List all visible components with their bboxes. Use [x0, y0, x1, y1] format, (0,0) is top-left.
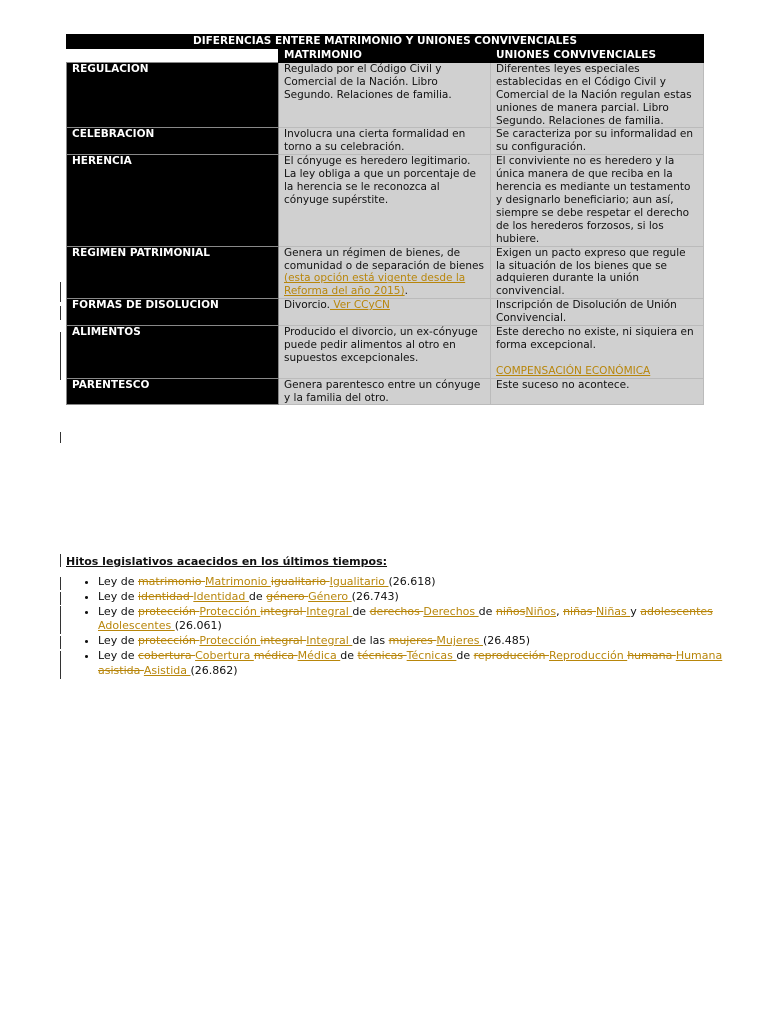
cell-matrimonio — [279, 378, 491, 405]
cell-matrimonio — [279, 326, 491, 379]
text-run: Este suceso no acontece. — [496, 378, 630, 391]
text-run: , — [556, 604, 564, 618]
change-bar — [60, 554, 61, 567]
text-run: Involucra una cierta formalidad en torno a su celebración. — [284, 128, 466, 154]
tracked-deletion: identidad — [137, 589, 194, 603]
text-run: Producido el divorcio, un ex-cónyuge puede pedir alimentos al otro en supuestos excepcionales. — [284, 326, 478, 364]
table-row — [67, 299, 704, 326]
text-run: de — [352, 604, 370, 618]
tracked-deletion: niños — [495, 604, 526, 618]
tracked-insertion[interactable]: Protección — [199, 604, 261, 618]
text-run: y — [630, 604, 641, 618]
tracked-insertion[interactable]: Integral — [306, 634, 353, 648]
tracked-insertion[interactable]: Derechos — [423, 604, 479, 618]
cell-uniones — [491, 299, 704, 326]
text-run: Ley de — [98, 648, 138, 662]
text-run: de — [248, 589, 267, 603]
list-item — [98, 575, 728, 590]
text-run: Ley de — [98, 604, 138, 618]
tracked-insertion[interactable]: Técnicas — [406, 648, 457, 662]
change-bar — [60, 577, 61, 590]
list-item — [98, 634, 728, 649]
text-run: Ley de — [98, 589, 138, 603]
text-run: Exigen un pacto expreso que regule la situación de los bienes que se adquieren durante la unión convivencial. — [496, 246, 686, 298]
header-blank — [67, 49, 279, 63]
tracked-deletion: protección — [137, 604, 200, 618]
text-run: Genera parentesco entre un cónyuge y la familia del otro. — [284, 378, 481, 404]
cell-uniones — [491, 128, 704, 155]
text-run: de las — [352, 634, 389, 648]
tracked-insertion[interactable]: COMPENSACIÓN ECONÓMICA — [496, 364, 651, 377]
tracked-insertion[interactable]: (esta opción está vigente desde la Reforma del año 2015) — [284, 272, 466, 298]
tracked-deletion: niñas — [563, 604, 597, 618]
tracked-insertion[interactable]: Asistida — [143, 663, 191, 677]
list-item — [98, 649, 728, 679]
text-run: de — [340, 648, 358, 662]
row-label: ALIMENTOS — [67, 326, 279, 379]
change-bar — [60, 592, 61, 605]
cell-uniones — [491, 326, 704, 379]
cell-matrimonio — [279, 299, 491, 326]
table-row — [67, 128, 704, 155]
text-run: Genera un régimen de bienes, de comunidad o de separación de bienes — [284, 246, 484, 272]
text-run: . — [404, 285, 408, 298]
tracked-insertion[interactable]: Identidad — [193, 589, 249, 603]
tracked-deletion: reproducción — [473, 648, 549, 662]
row-label: FORMAS DE DISOLUCION — [67, 299, 279, 326]
text-run: Regulado por el Código Civil y Comercial de la Nación. Libro Segundo. Relaciones de familia. — [284, 62, 452, 101]
text-run: de — [478, 604, 496, 618]
text-run: Ley de — [98, 634, 138, 648]
cell-matrimonio — [279, 155, 491, 246]
comparison-table — [66, 34, 704, 405]
tracked-insertion[interactable]: Igualitario — [329, 575, 389, 588]
row-label: REGULACION — [67, 62, 279, 128]
tracked-deletion: médica — [253, 648, 298, 662]
text-run: Inscripción de Disolución de Unión Convivencial. — [496, 299, 677, 325]
tracked-deletion: igualitario — [270, 575, 330, 588]
text-run: El cónyuge es heredero legitimario. La ley obliga a que un porcentaje de la herencia se le reconozca al cónyuge supérstite. — [284, 155, 476, 206]
tracked-insertion[interactable]: Médica — [297, 648, 341, 662]
tracked-deletion: técnicas — [357, 648, 407, 662]
tracked-insertion[interactable]: Adolescentes — [98, 619, 175, 633]
text-run: Se caracteriza por su informalidad en su configuración. — [496, 128, 694, 154]
text-run: El conviviente no es heredero y la única manera de que reciba en la herencia es mediante un testamento y designarlo beneficiario; aun así, siempre se debe respetar el derecho de los herederos forzosos, si los hubiere. — [496, 155, 691, 245]
tracked-insertion[interactable]: Protección — [199, 634, 261, 648]
tracked-insertion[interactable]: Ver CCyCN — [330, 299, 390, 312]
table-title: DIFERENCIAS ENTERE MATRIMONIO Y UNIONES CONVIVENCIALES — [67, 35, 704, 49]
tracked-insertion[interactable]: Género — [308, 589, 352, 603]
cell-uniones — [491, 378, 704, 405]
tracked-deletion: integral — [260, 604, 307, 618]
list-item — [98, 590, 728, 605]
section-heading: Hitos legislativos acaecidos en los últimos tiempos: — [66, 555, 388, 568]
list-item — [98, 605, 728, 635]
table-row — [67, 155, 704, 246]
change-bar — [60, 432, 61, 443]
text-run: (26.862) — [190, 663, 238, 677]
legislation-list — [66, 575, 728, 679]
tracked-insertion[interactable]: Mujeres — [436, 634, 483, 648]
text-run: (26.061) — [174, 619, 222, 633]
row-label: HERENCIA — [67, 155, 279, 246]
cell-matrimonio — [279, 246, 491, 299]
change-bar — [60, 282, 61, 302]
tracked-deletion: humana — [627, 648, 676, 662]
tracked-insertion[interactable]: Humana — [675, 648, 723, 662]
text-run: Divorcio. — [284, 299, 330, 312]
cell-uniones — [491, 246, 704, 299]
tracked-insertion[interactable]: Integral — [306, 604, 353, 618]
cell-uniones — [491, 62, 704, 128]
table-row — [67, 62, 704, 128]
change-bar — [60, 636, 61, 649]
tracked-deletion: género — [266, 589, 309, 603]
table-row — [67, 378, 704, 405]
text-run: (26.618) — [388, 575, 436, 588]
cell-uniones — [491, 155, 704, 246]
tracked-insertion[interactable]: Matrimonio — [205, 575, 271, 588]
table-row — [67, 246, 704, 299]
tracked-deletion: mujeres — [388, 634, 437, 648]
text-run: de — [456, 648, 474, 662]
change-bar — [60, 332, 61, 380]
row-label: CELEBRACION — [67, 128, 279, 155]
row-label: REGIMEN PATRIMONIAL — [67, 246, 279, 299]
text-run: Este derecho no existe, ni siquiera en forma excepcional. — [496, 326, 694, 351]
change-bar — [60, 306, 61, 320]
tracked-insertion[interactable]: Niñas — [596, 604, 631, 618]
tracked-insertion[interactable]: Cobertura — [195, 648, 254, 662]
change-bar — [60, 606, 61, 634]
tracked-deletion: adolescentes — [640, 604, 713, 618]
header-matrimonio: MATRIMONIO — [279, 49, 491, 63]
table-row — [67, 326, 704, 379]
tracked-deletion: cobertura — [137, 648, 196, 662]
text-run: Ley de — [98, 575, 138, 588]
tracked-insertion[interactable]: Niños — [525, 604, 557, 618]
tracked-deletion: asistida — [98, 663, 144, 677]
cell-matrimonio — [279, 128, 491, 155]
text-run: (26.485) — [482, 634, 531, 648]
tracked-deletion: integral — [260, 634, 307, 648]
change-bar — [60, 651, 61, 679]
text-run: Diferentes leyes especiales establecidas en el Código Civil y Comercial de la Nación regulan estas uniones de manera parcial. Libro Segundo. Relaciones de familia. — [496, 62, 692, 127]
header-uniones: UNIONES CONVIVENCIALES — [491, 49, 704, 63]
cell-matrimonio — [279, 62, 491, 128]
tracked-insertion[interactable]: Reproducción — [548, 648, 628, 662]
text-run: (26.743) — [351, 589, 399, 603]
tracked-deletion: derechos — [369, 604, 424, 618]
tracked-deletion: protección — [137, 634, 200, 648]
tracked-deletion: matrimonio — [137, 575, 206, 588]
row-label: PARENTESCO — [67, 378, 279, 405]
